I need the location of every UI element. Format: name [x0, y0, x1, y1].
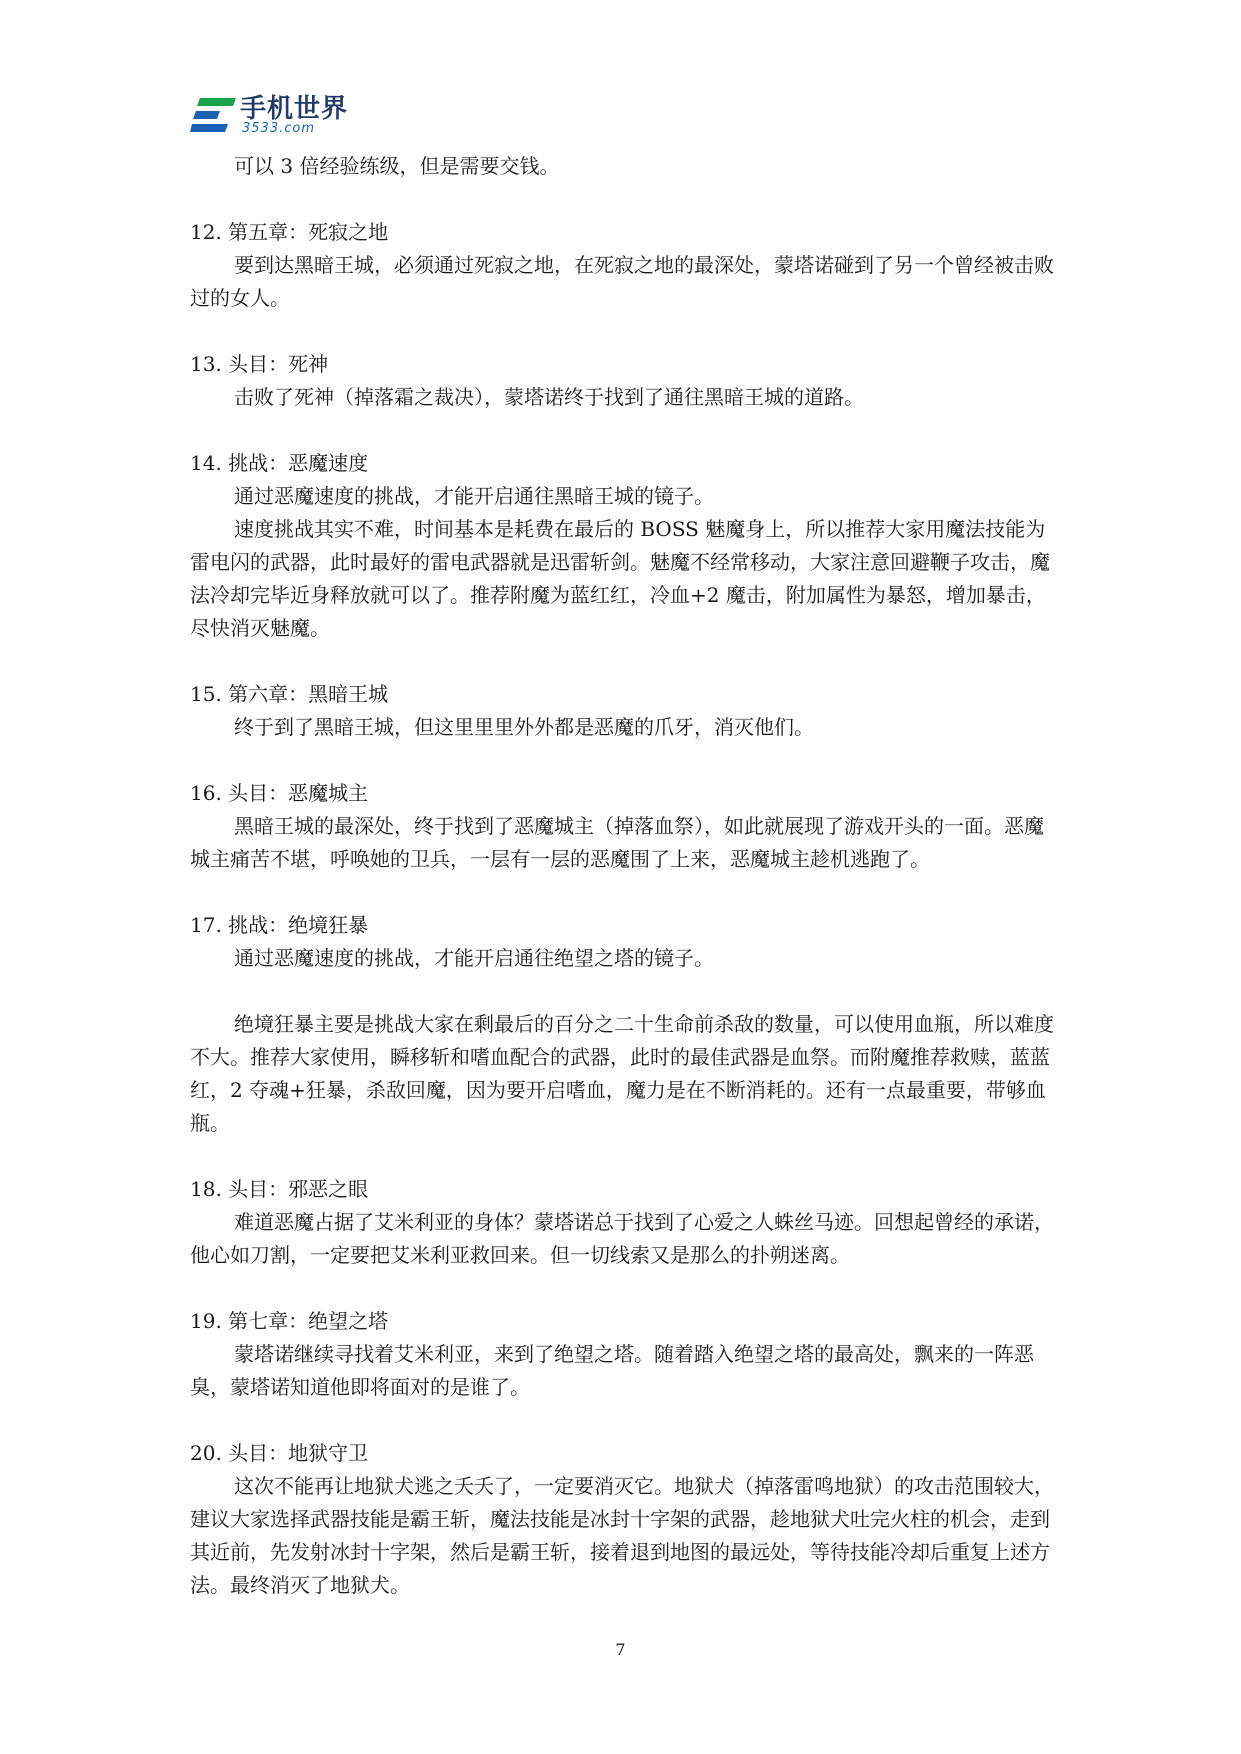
body-paragraph: 蒙塔诺继续寻找着艾米利亚，来到了绝望之塔。随着踏入绝望之塔的最高处，飘来的一阵恶臭，蒙塔诺知道他即将面对的是谁了。: [190, 1342, 1034, 1399]
paragraph-gap: [190, 876, 1060, 909]
section-heading: 13. 头目：死神: [190, 352, 329, 376]
section-heading: 17. 挑战：绝境狂暴: [190, 913, 369, 937]
section-heading: 14. 挑战：恶魔速度: [190, 451, 369, 475]
section-heading: 18. 头目：邪恶之眼: [190, 1177, 369, 1201]
section-heading: 19. 第七章：绝望之塔: [190, 1309, 389, 1333]
site-logo: [190, 94, 350, 138]
body-paragraph: 黑暗王城的最深处，终于找到了恶魔城主（掉落血祭），如此就展现了游戏开头的一面。恶魔城主痛苦不堪，呼唤她的卫兵，一层有一层的恶魔围了上来，恶魔城主趁机逃跑了。: [190, 814, 1044, 871]
section-heading: 16. 头目：恶魔城主: [190, 781, 369, 805]
paragraph-gap: [190, 1404, 1060, 1437]
body-paragraph: 要到达黑暗王城，必须通过死寂之地，在死寂之地的最深处，蒙塔诺碰到了另一个曾经被击败过的女人。: [190, 253, 1054, 310]
paragraph-gap: [190, 645, 1060, 678]
paragraph-gap: [190, 183, 1060, 216]
paragraph-gap: [190, 1272, 1060, 1305]
body-paragraph: 难道恶魔占据了艾米利亚的身体？蒙塔诺总于找到了心爱之人蛛丝马迹。回想起曾经的承诺，他心如刀割，一定要把艾米利亚救回来。但一切线索又是那么的扑朔迷离。: [190, 1210, 1054, 1267]
section-heading: 12. 第五章：死寂之地: [190, 220, 389, 244]
body-paragraph: 可以 3 倍经验练级，但是需要交钱。: [234, 154, 560, 178]
section-heading: 15. 第六章：黑暗王城: [190, 682, 389, 706]
body-paragraph: 通过恶魔速度的挑战，才能开启通往绝望之塔的镜子。: [234, 946, 714, 970]
body-paragraph: 通过恶魔速度的挑战，才能开启通往黑暗王城的镜子。: [234, 484, 714, 508]
paragraph-gap: [190, 744, 1060, 777]
paragraph-gap: [190, 975, 1060, 1008]
body-paragraph: 这次不能再让地狱犬逃之夭夭了，一定要消灭它。地狱犬（掉落雷鸣地狱）的攻击范围较大，建议大家选择武器技能是霸王斩，魔法技能是冰封十字架的武器，趁地狱犬吐完火柱的机会，走到其近前，先发射冰封十字架，然后是霸王斩，接着退到地图的最远处，等待技能冷却后重复上述方法。最终消灭了地狱犬。: [190, 1474, 1054, 1597]
logo-name: 手机世界: [240, 94, 349, 124]
body-paragraph: 绝境狂暴主要是挑战大家在剩最后的百分之二十生命前杀敌的数量，可以使用血瓶，所以难度不大。推荐大家使用，瞬移斩和嗜血配合的武器，此时的最佳武器是血祭。而附魔推荐救赎，蓝蓝红，2 夺魂+狂暴，杀敌回魔，因为要开启嗜血，魔力是在不断消耗的。还有一点最重要，带够血瓶。: [190, 1012, 1054, 1135]
logo-mark-icon: [190, 96, 238, 136]
paragraph-gap: [190, 315, 1060, 348]
body-paragraph: 击败了死神（掉落霜之裁决），蒙塔诺终于找到了通往黑暗王城的道路。: [234, 385, 864, 409]
logo-domain: 3533.com: [242, 121, 315, 136]
body-paragraph: 终于到了黑暗王城，但这里里里外外都是恶魔的爪牙，消灭他们。: [234, 715, 814, 739]
paragraph-gap: [190, 1140, 1060, 1173]
document-body: [190, 150, 1060, 1602]
paragraph-gap: [190, 414, 1060, 447]
section-heading: 20. 头目：地狱守卫: [190, 1441, 369, 1465]
page-number: 7: [615, 1640, 626, 1659]
body-paragraph: 速度挑战其实不难，时间基本是耗费在最后的 BOSS 魅魔身上，所以推荐大家用魔法技能为雷电闪的武器，此时最好的雷电武器就是迅雷斩剑。魅魔不经常移动，大家注意回避鞭子攻击，魔法冷却完毕近身释放就可以了。推荐附魔为蓝红红，冷血+2 魔击，附加属性为暴怒，增加暴击，尽快消灭魅魔。: [190, 517, 1050, 640]
